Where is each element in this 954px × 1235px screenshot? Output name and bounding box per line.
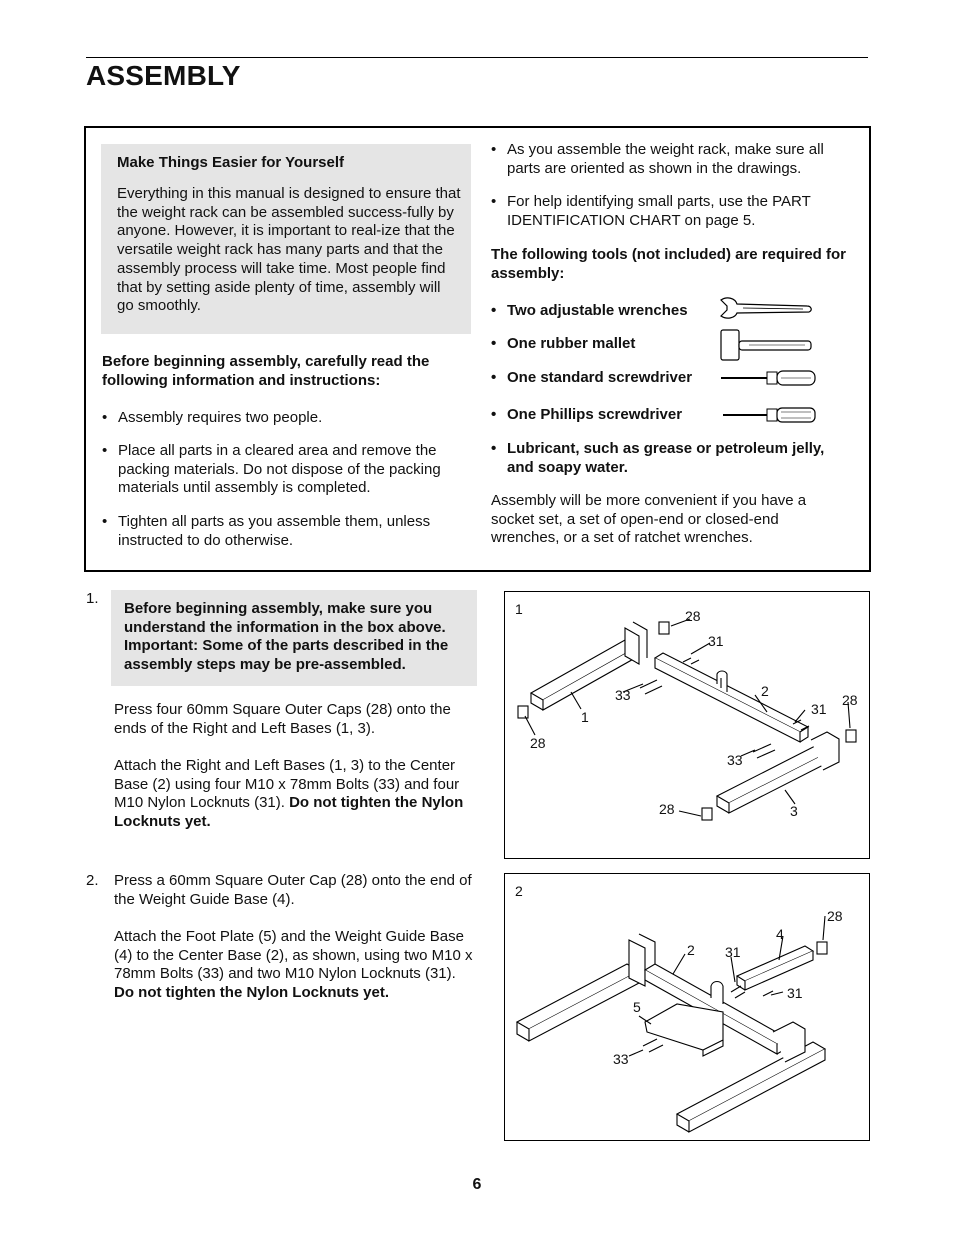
list-item: • Place all parts in a cleared area and remove the packing materials. Do not dispose of the packing materials until assembly is completed. xyxy=(102,442,441,497)
step-paragraph: Attach the Right and Left Bases (1, 3) to the Center Base (2) using four M10 x 78mm Bolts (33) and four M10 Nylon Locknuts (31). Do not tighten the Nylon Locknuts yet. xyxy=(114,757,464,831)
callout-label: 4 xyxy=(776,926,784,942)
easier-heading: Make Things Easier for Yourself xyxy=(117,154,345,171)
step-callout-panel xyxy=(111,590,477,686)
figure-1 xyxy=(504,591,870,859)
callout-label: 28 xyxy=(827,908,843,924)
callout-label: 3 xyxy=(790,803,798,819)
callout-label: 28 xyxy=(685,608,701,624)
callout-label: 1 xyxy=(581,709,589,725)
figure-number: 1 xyxy=(515,601,523,617)
page-number: 6 xyxy=(472,1176,482,1193)
page-title: ASSEMBLY xyxy=(86,60,241,91)
callout-label: 5 xyxy=(633,999,641,1015)
callout-label: 31 xyxy=(811,701,827,717)
step-warning: Do not tighten the Nylon Locknuts yet. xyxy=(114,984,389,1002)
standard-screwdriver-icon xyxy=(719,369,819,387)
before-heading: Before beginning assembly, carefully read the following information and instructions: xyxy=(102,353,430,389)
step-warning: Do not tighten the Nylon Locknuts yet. xyxy=(114,794,464,831)
callout-label: 31 xyxy=(708,633,724,649)
tool-item: • Lubricant, such as grease or petroleum jelly, and soapy water. xyxy=(491,440,825,476)
tool-item: • Two adjustable wrenches xyxy=(491,302,688,319)
callout-label: 31 xyxy=(725,944,741,960)
header-rule xyxy=(86,57,868,58)
tool-item: • One standard screwdriver xyxy=(491,369,693,386)
callout-label: 28 xyxy=(659,801,675,817)
step-paragraph: Attach the Foot Plate (5) and the Weight Guide Base (4) to the Center Base (2), as shown, using two M10 x 78mm Bolts (33) and two M10 Nylon Locknuts (31). Do not tighten the Nylon Locknuts yet. xyxy=(114,928,473,1002)
figure-2 xyxy=(504,873,870,1141)
callout-label: 33 xyxy=(727,752,743,768)
easier-panel xyxy=(101,144,471,334)
callout-label: 2 xyxy=(761,683,769,699)
wrench-icon xyxy=(719,296,815,320)
step-number: 2. xyxy=(86,872,99,889)
list-item: • Tighten all parts as you assemble them, unless instructed to do otherwise. xyxy=(102,513,431,549)
step-paragraph: Press a 60mm Square Outer Cap (28) onto the end of the Weight Guide Base (4). xyxy=(114,872,472,908)
callout-label: 2 xyxy=(687,942,695,958)
callout-label: 28 xyxy=(842,692,858,708)
list-item: • For help identifying small parts, use the PART IDENTIFICATION CHART on page 5. xyxy=(491,193,811,229)
list-item: • As you assemble the weight rack, make sure all parts are oriented as shown in the drawings. xyxy=(491,141,824,177)
closing-note: Assembly will be more convenient if you have a socket set, a set of open-end or closed-end wrenches, or a set of ratchet wrenches. xyxy=(491,492,807,547)
list-item: • Assembly requires two people. xyxy=(102,409,323,426)
figure-number: 2 xyxy=(515,883,523,899)
callout-label: 28 xyxy=(530,735,546,751)
callout-label: 33 xyxy=(615,687,631,703)
step-callout: Before beginning assembly, make sure you understand the information in the box above. Important: Some of the parts described in the assembly steps may be pre-assembled. xyxy=(124,600,449,674)
phillips-screwdriver-icon xyxy=(719,406,819,424)
info-box xyxy=(84,126,871,572)
tool-item: • One Phillips screwdriver xyxy=(491,406,683,423)
tools-heading: The following tools (not included) are required for assembly: xyxy=(491,246,846,282)
callout-label: 33 xyxy=(613,1051,629,1067)
easier-body: Everything in this manual is designed to ensure that the weight rack can be assembled success-fully by anyone. However, it is important to real-ize that the versatile weight rack has many parts and that the assembly process will take time. Most people find that by setting aside plenty of time, assembly will go smoothly. xyxy=(117,185,461,315)
tool-item: • One rubber mallet xyxy=(491,335,636,352)
step-paragraph: Press four 60mm Square Outer Caps (28) onto the ends of the Right and Left Bases (1, 3). xyxy=(114,701,451,737)
rubber-mallet-icon xyxy=(719,328,815,364)
callout-label: 31 xyxy=(787,985,803,1001)
step-number: 1. xyxy=(86,590,99,607)
